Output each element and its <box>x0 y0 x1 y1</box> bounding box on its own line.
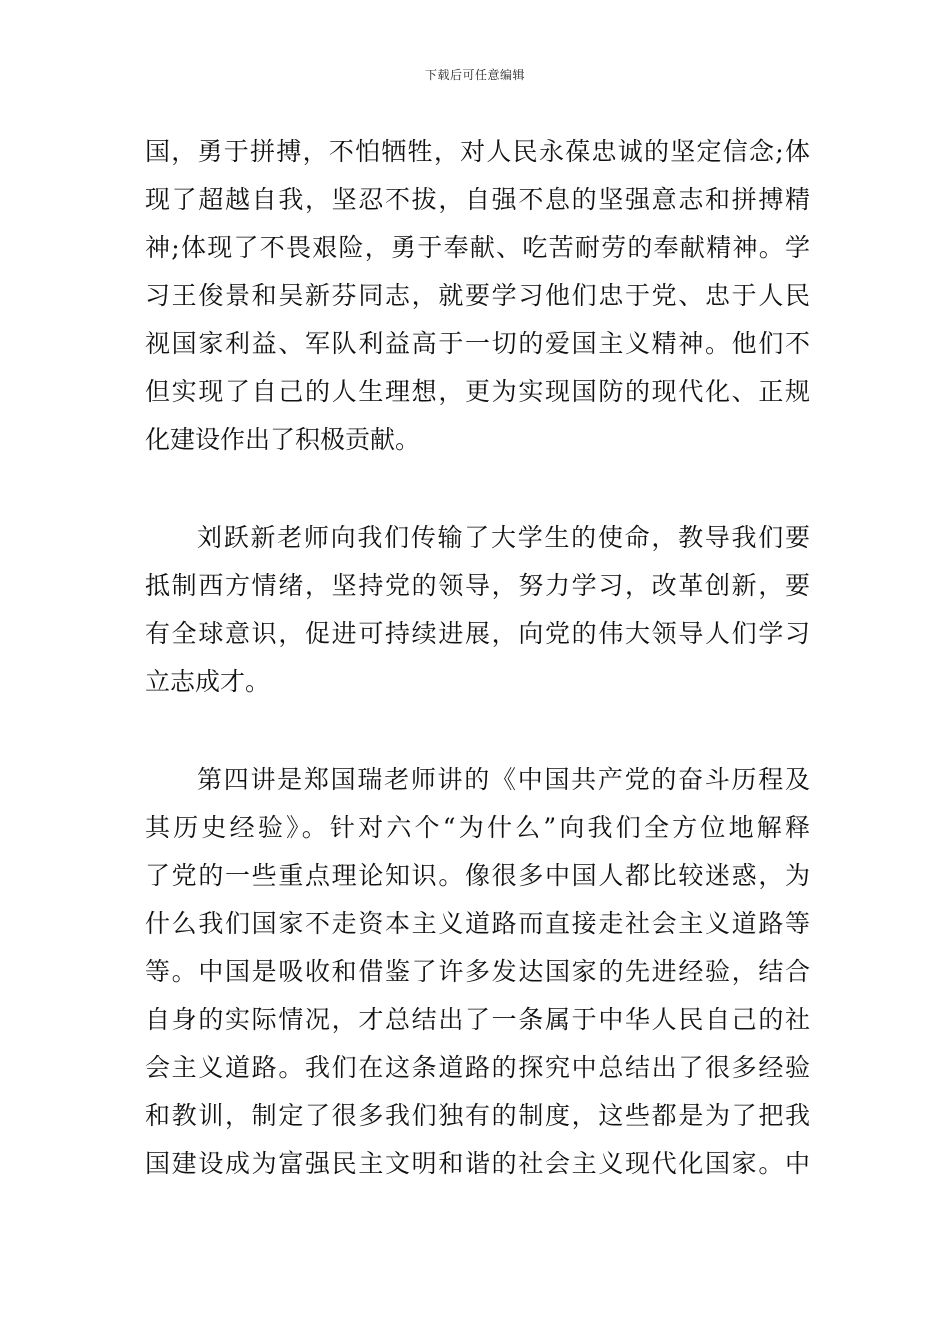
text-line: 视国家利益、军队利益高于一切的爱国主义精神。他们不 <box>145 329 810 358</box>
text-line: 自身的实际情况，才总结出了一条属于中华人民自己的社 <box>145 1005 810 1034</box>
text-line: 国，勇于拼搏，不怕牺牲，对人民永葆忠诚的坚定信念;体 <box>145 137 810 166</box>
document-body <box>145 128 810 1188</box>
text-line: 什么我们国家不走资本主义道路而直接走社会主义道路等 <box>145 909 810 938</box>
paragraph <box>145 128 810 464</box>
text-line: 其历史经验》。针对六个“为什么”向我们全方位地解释 <box>145 813 810 842</box>
paragraph <box>145 756 810 1188</box>
text-line: 会主义道路。我们在这条道路的探究中总结出了很多经验 <box>145 1053 810 1082</box>
text-line: 化建设作出了积极贡献。 <box>145 425 421 454</box>
text-line: 有全球意识，促进可持续进展，向党的伟大领导人们学习 <box>145 619 810 648</box>
text-line: 第四讲是郑国瑞老师讲的《中国共产党的奋斗历程及 <box>197 765 810 794</box>
text-line: 立志成才。 <box>145 667 271 696</box>
page-header: 下载后可任意编辑 <box>424 68 525 82</box>
text-line: 了党的一些重点理论知识。像很多中国人都比较迷惑，为 <box>145 861 810 890</box>
paragraph-spacer <box>145 706 810 756</box>
paragraph-spacer <box>145 464 810 514</box>
paragraph <box>145 514 810 706</box>
text-line: 现了超越自我，坚忍不拔，自强不息的坚强意志和拼搏精 <box>145 185 810 214</box>
text-line: 国建设成为富强民主文明和谐的社会主义现代化国家。中 <box>145 1149 810 1178</box>
text-line: 抵制西方情绪，坚持党的领导，努力学习，改革创新，要 <box>145 571 810 600</box>
text-line: 和教训，制定了很多我们独有的制度，这些都是为了把我 <box>145 1101 810 1130</box>
text-line: 习王俊景和吴新芬同志，就要学习他们忠于党、忠于人民 <box>145 281 810 310</box>
text-line: 刘跃新老师向我们传输了大学生的使命，教导我们要 <box>197 523 810 552</box>
text-line: 等。中国是吸收和借鉴了许多发达国家的先进经验，结合 <box>145 957 810 986</box>
text-line: 神;体现了不畏艰险，勇于奉献、吃苦耐劳的奉献精神。学 <box>145 233 810 262</box>
text-line: 但实现了自己的人生理想，更为实现国防的现代化、正规 <box>145 377 810 406</box>
